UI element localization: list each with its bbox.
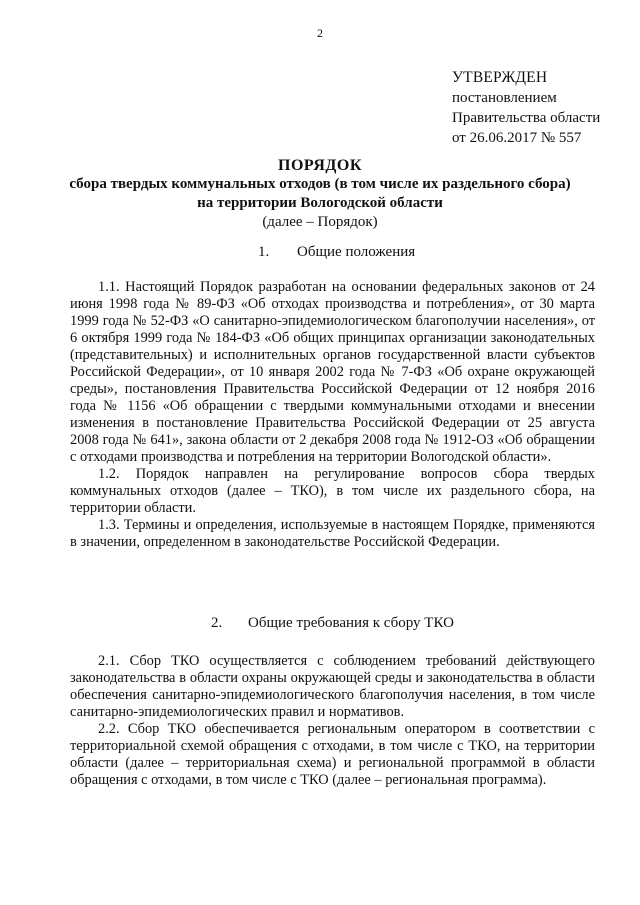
document-title: ПОРЯДОК bbox=[278, 157, 362, 174]
approval-line: постановлением bbox=[452, 90, 557, 106]
page-number: 2 bbox=[317, 26, 323, 40]
document-subtitle: сбора твердых коммунальных отходов (в том числе их раздельного сбора) bbox=[69, 176, 571, 192]
document-title-block bbox=[0, 156, 640, 232]
section-body bbox=[70, 653, 595, 789]
paragraph: 2.1. Сбор ТКО осуществляется с соблюдением требований действующего законодательства в области охраны окружающей среды и законодательства в области обеспечения санитарно-эпидемиологического благополучия населения, в том числе санитарно-эпидемиологических правил и нормативов. bbox=[70, 653, 595, 720]
section-number: 2. bbox=[211, 615, 223, 631]
approval-heading: УТВЕРЖДЕН bbox=[452, 69, 548, 86]
section-body bbox=[70, 279, 595, 551]
paragraph: 1.2. Порядок направлен на регулирование вопросов сбора твердых коммунальных отходов (далее – ТКО), в том числе их раздельного сбора, на территории области. bbox=[70, 466, 595, 516]
section-title: Общие требования к сбору ТКО bbox=[248, 615, 454, 631]
paragraph: 2.2. Сбор ТКО обеспечивается региональным оператором в соответствии с территориальной схемой обращения с отходами, в том числе с ТКО, на территории области (далее – территориальная схема) и региональной программой в области обращения с отходами, в том числе с ТКО (далее – региональная программа). bbox=[70, 721, 595, 788]
document-subtitle-note: (далее – Порядок) bbox=[262, 214, 378, 230]
paragraph: 1.3. Термины и определения, используемые в настоящем Порядке, применяются в значении, определенном в законодательстве Российской Федерации. bbox=[70, 517, 595, 550]
section-title: Общие положения bbox=[297, 244, 416, 260]
paragraph: 1.1. Настоящий Порядок разработан на основании федеральных законов от 24 июня 1998 года № 89-ФЗ «Об отходах производства и потребления», от 30 марта 1999 года № 52-ФЗ «О санитарно-эпидемиологическом благополучии населения», от 6 октября 1999 года № 184-ФЗ «Об общих принципах организации законодательных (представительных) и исполнительных органов государственной власти субъектов Российской Федерации», от 10 января 2002 года № 7-ФЗ «Об охране окружающей среды», постановления Правительства Российской Федерации от 12 ноября 2016 года № 1156 «Об обращении с твердыми коммунальными отходами и внесении изменения в постановление Правительства Российской Федерации от 25 августа 2008 года № 641», закона области от 2 декабря 2008 года № 1912-ОЗ «Об обращении с отходами производства и потребления на территории Вологодской области». bbox=[70, 279, 595, 465]
approval-date: от 26.06.2017 № 557 bbox=[452, 130, 582, 146]
document-subtitle: на территории Вологодской области bbox=[197, 195, 443, 211]
approval-stamp bbox=[452, 68, 632, 148]
approval-line: Правительства области bbox=[452, 110, 601, 126]
section-number: 1. bbox=[258, 244, 270, 260]
